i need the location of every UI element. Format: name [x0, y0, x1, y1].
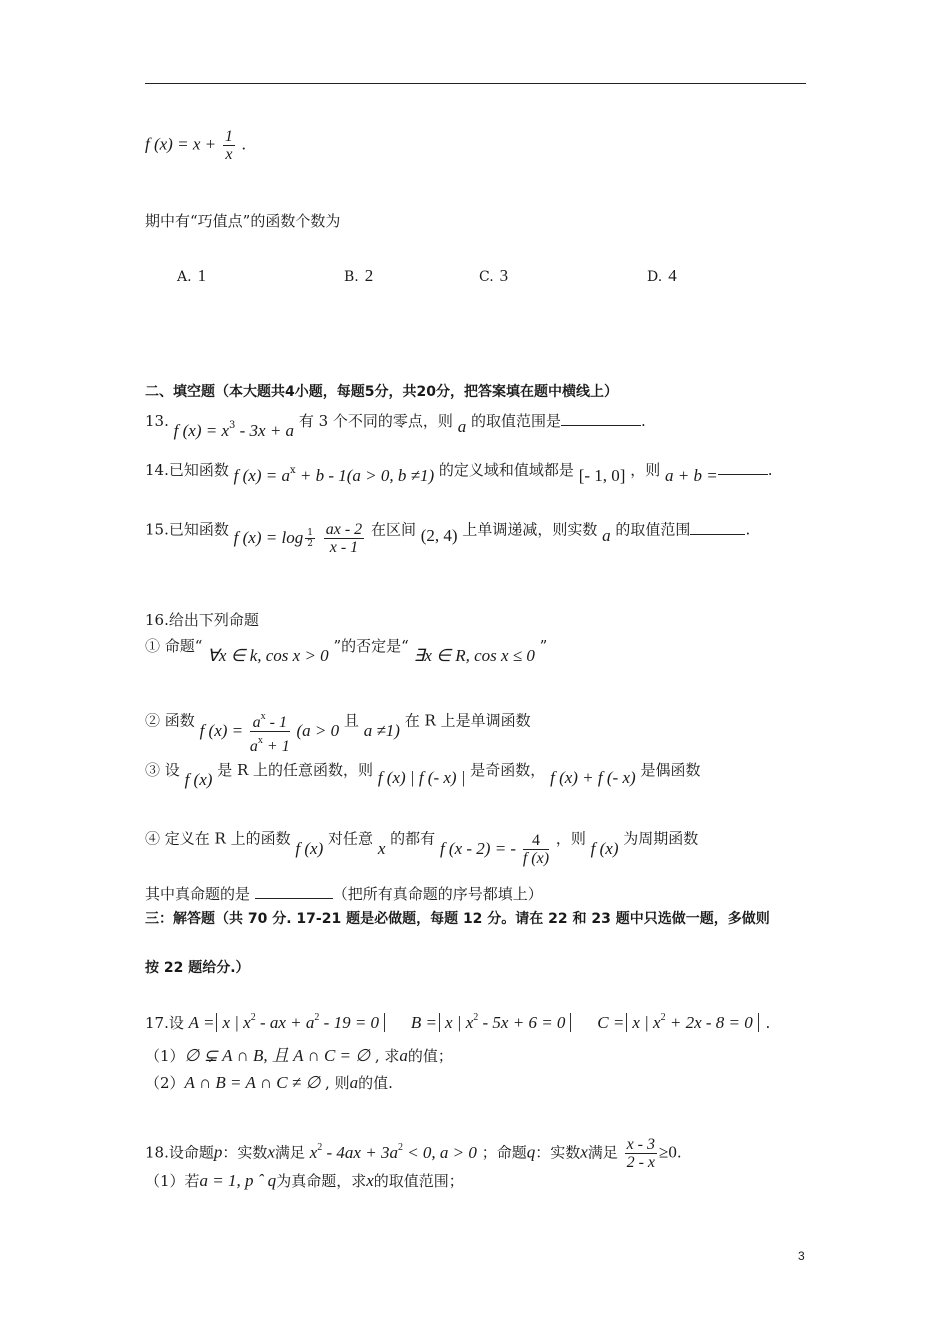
q16-answer-line: 其中真命题的是 （把所有真命题的序号都填上） [145, 885, 543, 903]
top-formula: f (x) = x + $\frac{1}{x}$ . [145, 128, 246, 163]
fraction: $\frac{1}{x}$ [224, 128, 233, 163]
page-number: 3 [798, 1249, 805, 1263]
fraction: $\frac{a^x - 1}{a^x + 1}$ [250, 708, 290, 755]
answer-blank [561, 411, 641, 426]
question-stem: 期中有“巧值点”的函数个数为 [145, 212, 341, 230]
option-d: D. 4 [647, 266, 677, 285]
question-17: 17.设 A = x | $x^2$ - ax + $a^2 - 19 = 0$ B = x | $x^2 - 5x + 6 = 0$ C = x | $x^2 + 2x - 8 = 0$ . [145, 1012, 771, 1032]
option-c: C. 3 [479, 266, 509, 285]
question-18: 18.设命题p：实数x满足 $x^2 - 4ax + 3a^2 < 0$, a > 0 ；命题q：实数x满足 $\frac{x - 3}{2 - x}$ ≥0. [145, 1136, 682, 1171]
section3-heading-line2: 按 22 题给分.） [145, 960, 250, 976]
q17-part-2: （2）A ∩ B = A ∩ C ≠ ∅ , 则a的值. [145, 1073, 393, 1092]
q16-proposition-4: ④ 定义在 R 上的函数 f (x) 对任意 x 的都有 f (x - 2) = - $\frac{4}{f (x)}$ ，则 f (x) 为周期函数 [145, 829, 699, 867]
question-15: 15.已知函数 f (x) = log $\frac{1}{2}$ $\frac{ax - 2}{x - 1}$ 在区间 (2, 4) 上单调递减，则实数 a 的取值范围 . [145, 520, 751, 556]
q17-part-1: （1）∅ ⊊ A ∩ B, 且 A ∩ C = ∅ , 求a的值； [145, 1046, 453, 1065]
section2-heading: 二、填空题（本大题共4小题，每题5分，共20分，把答案填在题中横线上） [145, 384, 618, 400]
answer-blank [255, 884, 333, 899]
answer-blank [690, 520, 745, 535]
question-16-intro: 16.给出下列命题 [145, 611, 259, 629]
option-b: B. 2 [344, 266, 374, 285]
section3-heading-line1: 三：解答题（共 70 分. 17-21 题是必做题，每题 12 分。请在 22 和 23 题中只选做一题，多做则 [145, 911, 770, 927]
log-base: $\frac{1}{2}$ [307, 528, 313, 549]
answer-blank [718, 460, 768, 475]
question-13: 13. f $(x) = x^3 - 3x + a$ 有 3 个不同的零点，则 a 的取值范围是 . [145, 412, 646, 440]
option-a: A. 1 [177, 266, 207, 285]
q16-proposition-3: ③ 设 f (x) 是 R 上的任意函数，则 f (x) | f (- x) | 是奇函数， f (x) + f (- x) 是偶函数 [145, 761, 701, 789]
q18-part-1: （1）若a = 1, p ˆ q为真命题，求x的取值范围； [145, 1171, 464, 1190]
q16-proposition-2: ② 函数 f (x) = $\frac{a^x - 1}{a^x + 1}$ (a > 0 且 a ≠1) 在 R 上是单调函数 [145, 698, 531, 745]
question-14: 14.已知函数 f $(x) = a^x + b - 1(a > 0$, b ≠1) 的定义域和值域都是 [- 1, 0] ，则 a + b = . [145, 461, 773, 485]
fraction: $\frac{x - 3}{2 - x}$ [626, 1136, 655, 1171]
header-rule [145, 83, 806, 84]
fraction: $\frac{ax - 2}{x - 1}$ [325, 521, 363, 556]
q16-proposition-1: ① 命题“ ∀x ∈ k, cos x > 0 ”的否定是“ ∃x ∈ R, cos x ≤ 0 ” [145, 637, 548, 665]
fraction: $\frac{4}{f (x)}$ [522, 832, 550, 867]
